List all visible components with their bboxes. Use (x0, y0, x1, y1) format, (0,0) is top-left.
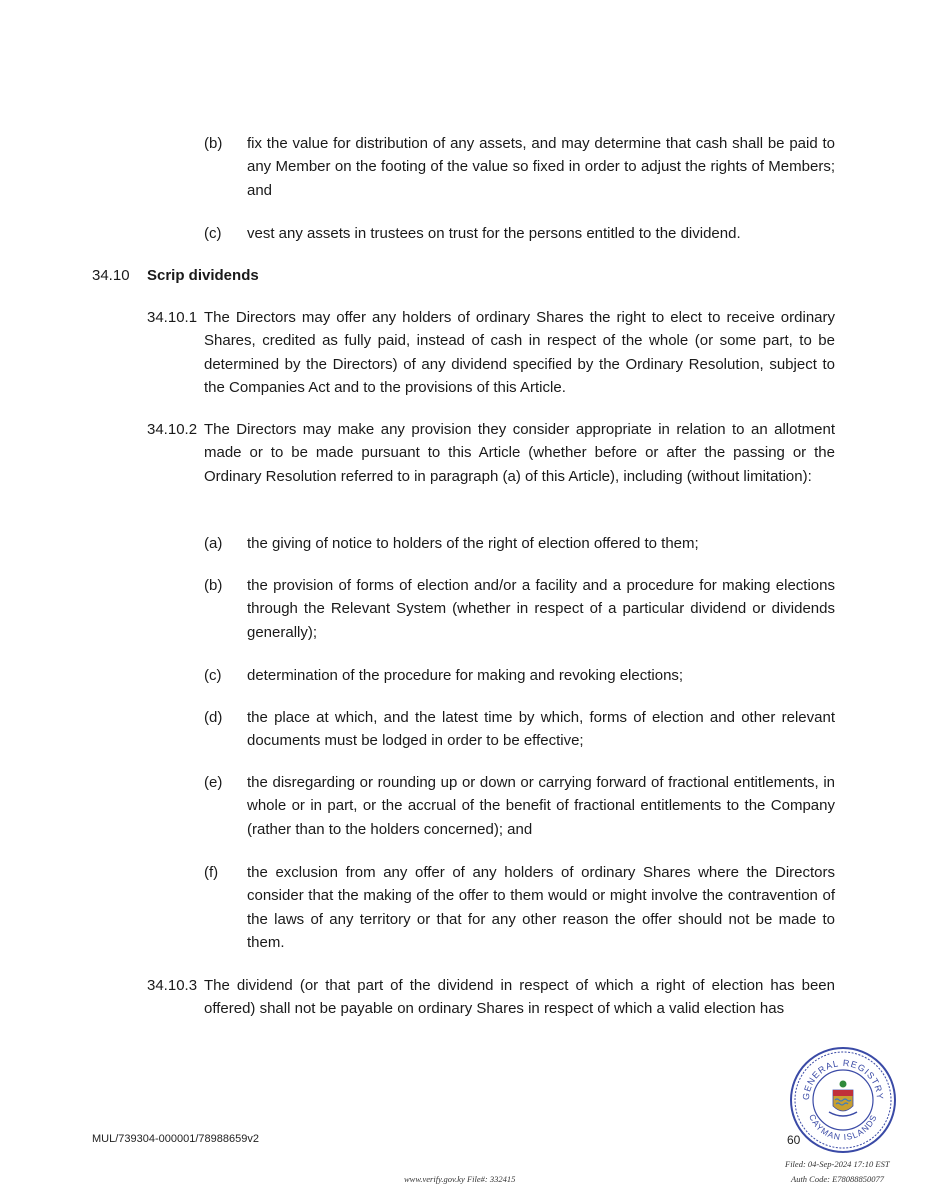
sub-item-label: (f) (204, 864, 219, 881)
sub-item-text: the exclusion from any offer of any holders of ordinary Shares where the Directors consider that the making of the offer to them would or might involve the contravention of the laws of any territory or that for any other reason the offer should not be made to them. (247, 864, 835, 951)
item-text: fix the value for distribution of any assets, and may determine that cash shall be paid to any Member on the footing of the value so fixed in order to adjust the rights of Members; and (247, 135, 835, 199)
sub-item-label: (b) (204, 577, 223, 594)
seal-top-text: GENERAL REGISTRY (800, 1057, 886, 1101)
sub-item-label: (c) (204, 667, 222, 684)
auth-code: Auth Code: E78088850077 (791, 1174, 885, 1184)
item-label: (b) (204, 135, 223, 152)
clause-text: The dividend (or that part of the dividend in respect of which a right of election has been offered) shall not be payable on ordinary Shares in respect of which a valid election has (204, 977, 835, 1018)
sub-item-text: determination of the procedure for making and revoking elections; (247, 667, 684, 684)
sub-item-text: the provision of forms of election and/or a facility and a procedure for making elections through the Relevant System (whether in respect of a particular dividend or dividends generally); (247, 577, 835, 641)
section-title: Scrip dividends (147, 267, 259, 284)
clause-text: The Directors may make any provision they consider appropriate in relation to an allotment made or to be made pursuant to this Article (whether before or after the passing or the Ordinary Resolution referred to in paragraph (a) of this Article), including (without limitation): (204, 421, 835, 485)
verify-url: www.verify.gov.ky File#: 332415 (404, 1174, 516, 1184)
filed-stamp: Filed: 04-Sep-2024 17:10 EST (785, 1159, 890, 1169)
item-label: (c) (204, 225, 222, 242)
sub-item-label: (d) (204, 709, 223, 726)
document-reference: MUL/739304-000001/78988659v2 (92, 1133, 259, 1145)
clause-number: 34.10.2 (147, 421, 198, 438)
sub-item-text: the disregarding or rounding up or down or carrying forward of fractional entitlements, in whole or in part, or the accrual of the benefit of fractional entitlements to the Company (rather than to the holders concerned); and (247, 774, 835, 838)
item-text: vest any assets in trustees on trust for the persons entitled to the dividend. (247, 225, 741, 242)
section-number: 34.10 (92, 267, 130, 284)
clause-number: 34.10.3 (147, 977, 198, 994)
seal-bottom-text: CAYMAN ISLANDS (807, 1112, 879, 1143)
general-registry-seal (789, 1046, 897, 1154)
sub-item-text: the place at which, and the latest time by which, forms of election and other relevant documents must be lodged in order to be effective; (247, 709, 835, 750)
page-number: 60 (787, 1133, 801, 1147)
sub-item-label: (a) (204, 535, 223, 552)
sub-item-text: the giving of notice to holders of the right of election offered to them; (247, 535, 699, 552)
sub-item-label: (e) (204, 774, 223, 791)
clause-text-body: The Directors may offer any holders of ordinary Shares the right to elect to receive ordinary Shares, credited as fully paid, instead of cash in respect of the whole (or some part, to be determined by the Directors) of any dividend specified by the Ordinary Resolution, subject to the Companies Act and to the provisions of this Article. (204, 309, 835, 396)
clause-number: 34.10.1 (147, 309, 198, 326)
